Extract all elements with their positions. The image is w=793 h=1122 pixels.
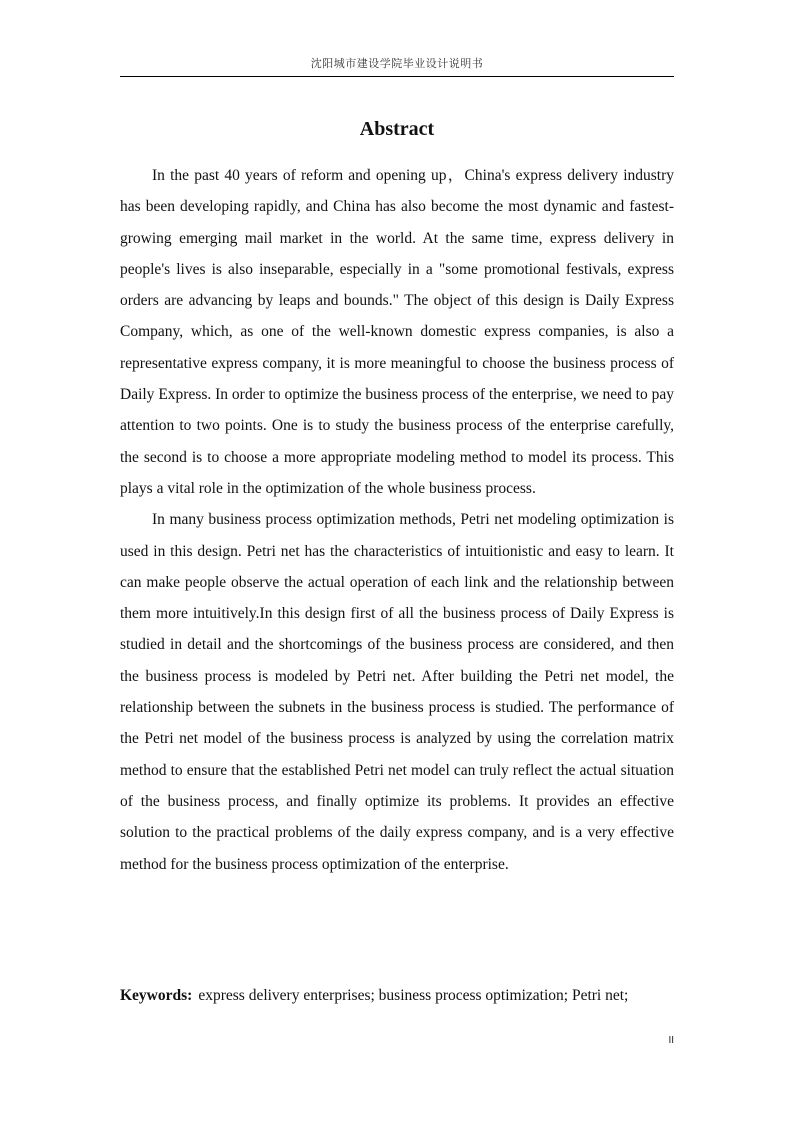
abstract-paragraph-2: In many business process optimization methods, Petri net modeling optimization is used in this design. Petri net has the characteristics of intuitionistic and easy to learn. It can make people observe the actual operation of each link and the relationship between them more intuitively.In this design first of all the business process of Daily Express is studied in detail and the shortcomings of the business process are considered, and then the business process is modeled by Petri net. After building the Petri net model, the relationship between the subnets in the business process is studied. The performance of the Petri net model of the business process is analyzed by using the correlation matrix method to ensure that the established Petri net model can truly reflect the actual situation of the business process, and finally optimize its problems. It provides an effective solution to the practical problems of the daily express company, and is a very effective method for the business process optimization of the enterprise. [120, 511, 674, 873]
abstract-body [120, 160, 674, 880]
page-number: II [668, 1035, 674, 1046]
keywords-text: express delivery enterprises; business process optimization; Petri net; [198, 987, 629, 1004]
abstract-paragraph-1: In the past 40 years of reform and opening up，China's express delivery industry has been developing rapidly, and China has also become the most dynamic and fastest-growing emerging mail market in the world. At the same time, express delivery in people's lives is also inseparable, especially in a "some promotional festivals, express orders are advancing by leaps and bounds." The object of this design is Daily Express Company, which, as one of the well-known domestic express companies, is also a representative express company, it is more meaningful to choose the business process of Daily Express. In order to optimize the business process of the enterprise, we need to pay attention to two points. One is to study the business process of the enterprise carefully, the second is to choose a more appropriate modeling method to model its process. This plays a vital role in the optimization of the whole business process. [120, 167, 674, 497]
header-divider [120, 76, 674, 77]
keywords-line [120, 983, 674, 1009]
abstract-title: Abstract [359, 118, 435, 140]
running-header: 沈阳城市建设学院毕业设计说明书 [310, 57, 484, 70]
keywords-label: Keywords: [120, 987, 193, 1004]
